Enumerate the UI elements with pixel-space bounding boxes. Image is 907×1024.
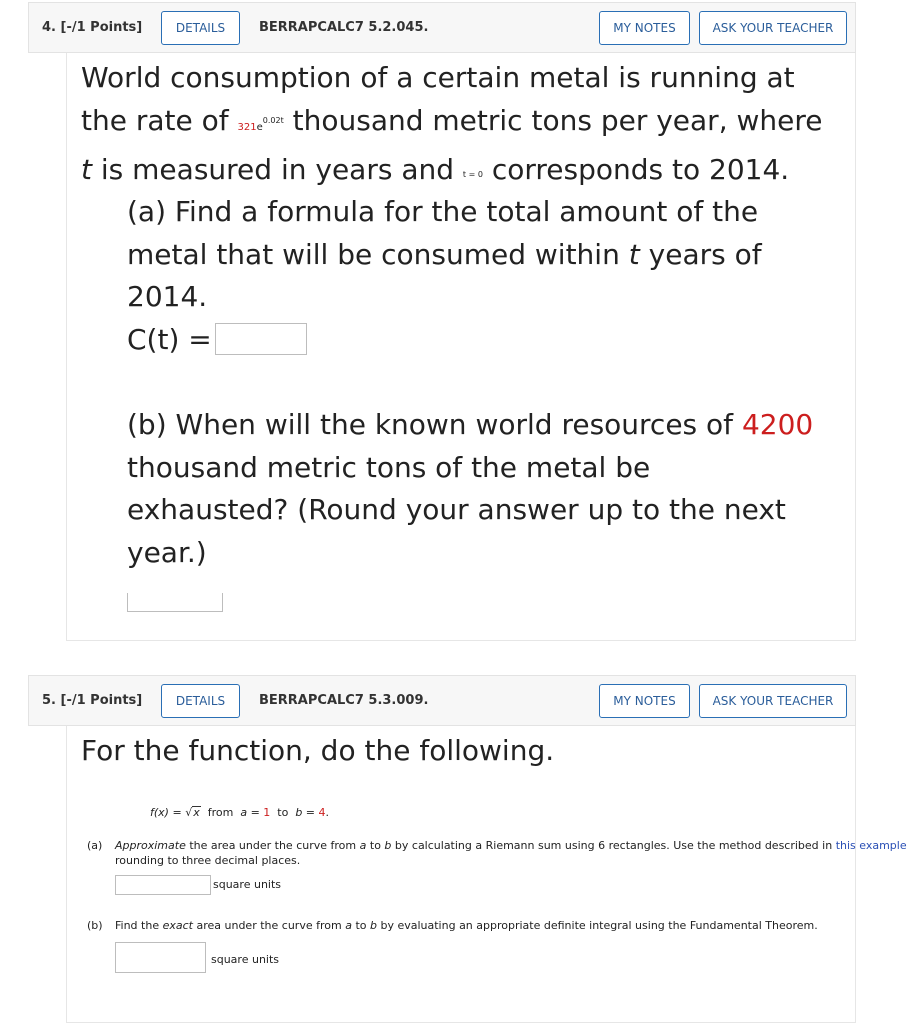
question-4-body [66,53,856,641]
ask-teacher-button[interactable]: ASK YOUR TEACHER [699,11,847,45]
exact-answer-input[interactable] [115,942,206,973]
c-label: C(t) = [127,322,212,356]
part-a-text-line2: rounding to three decimal places. [115,854,301,867]
function-definition: f(x) = √x from a = 1 to b = 4. [150,806,330,819]
ask-teacher-button[interactable]: ASK YOUR TEACHER [699,684,847,718]
this-example-link[interactable]: this example [835,839,907,852]
answer-input-b[interactable] [127,593,223,612]
q5-intro: For the function, do the following. [81,734,555,767]
square-units-a: square units [213,878,282,891]
details-button[interactable]: DETAILS [161,684,240,718]
part-b-label: (b) [87,919,103,932]
question-5-title: 5. [-/1 Points] [42,693,143,708]
q4-part-b: (b) When will the known world resources of 4200 thousand metric tons of the metal be exhausted? (Round your answer up to the next year.) [127,408,814,569]
my-notes-button[interactable]: MY NOTES [599,684,690,718]
my-notes-button[interactable]: MY NOTES [599,11,690,45]
part-a-text-line1: Approximate the area under the curve from a to b by calculating a Riemann sum using 6 rectangles. Use the method described in this example [115,839,907,852]
question-4-header [28,2,856,53]
answer-input-a[interactable] [215,323,307,355]
riemann-answer-input[interactable] [115,875,211,895]
question-5-id: BERRAPCALC7 5.3.009. [259,693,429,708]
rate-expression: $321e^{0.02t}$ [237,115,284,133]
sqrt-symbol: √ [185,806,193,819]
details-button[interactable]: DETAILS [161,11,240,45]
question-5-header [28,675,856,726]
q4-intro: World consumption of a certain metal is running at the rate of $321e^{0.02t}$ thousand metric tons per year, where t is measured in years and t = 0 corresponds to 2014. [81,61,823,186]
part-a-label: (a) [87,839,103,852]
question-4-title: 4. [-/1 Points] [42,20,143,35]
q4-part-a: (a) Find a formula for the total amount of the metal that will be consumed within t years of 2014. C(t) = [127,191,762,361]
question-4-id: BERRAPCALC7 5.2.045. [259,20,429,35]
question-5-body [66,726,907,1023]
part-b-text: Find the exact area under the curve from a to b by evaluating an appropriate definite integral using the Fundamental Theorem. [115,919,818,932]
square-units-b: square units [211,953,280,966]
